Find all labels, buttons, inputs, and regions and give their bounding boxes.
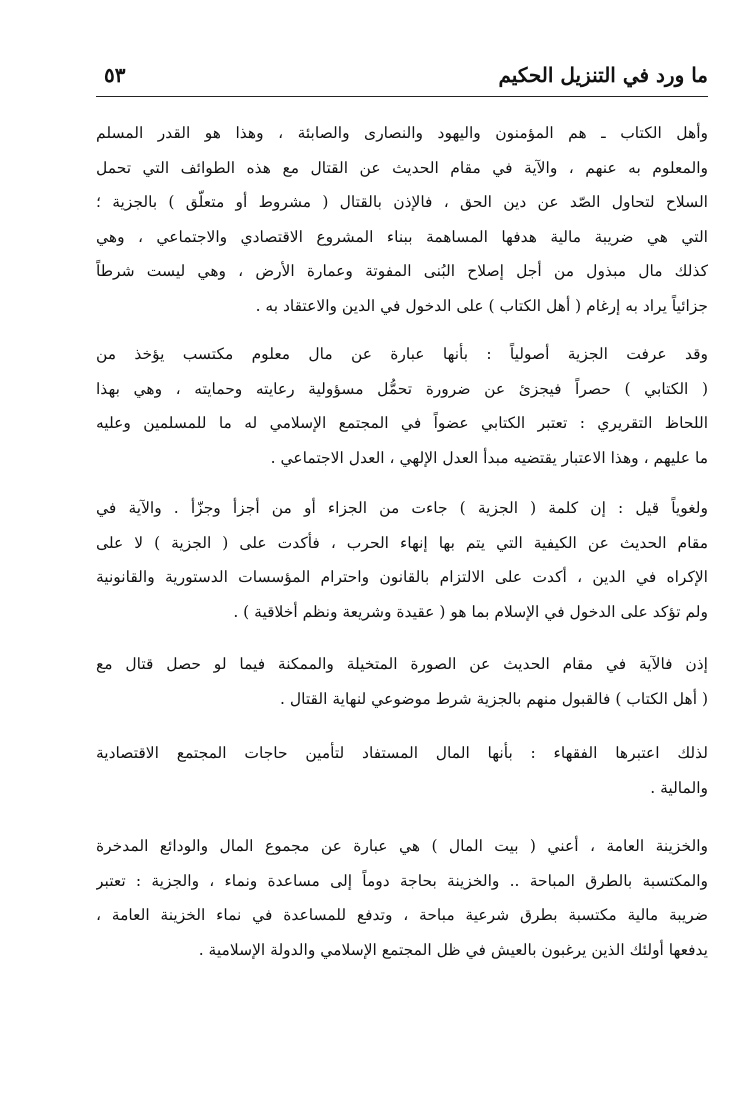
paragraph	[96, 647, 708, 716]
text-line: ضريبة مالية مكتسبة بطرق شرعية مباحة ، وتدفع للمساعدة في نماء الخزينة العامة ،	[96, 906, 708, 924]
text-line: وقد عرفت الجزية أصولياً : بأنها عبارة عن مال معلوم مكتسب يؤخذ من	[96, 345, 708, 363]
text-line: كذلك مال مبذول من أجل إصلاح البُنى المفوتة وعمارة الأرض ، وهي ليست شرطاً	[96, 262, 708, 280]
running-header	[96, 60, 708, 100]
text-line: جزائياً يراد به إرغام ( أهل الكتاب ) على الدخول في الدين والاعتقاد به .	[255, 296, 708, 315]
text-line: وأهل الكتاب ـ هم المؤمنون واليهود والنصارى والصابئة ، وهذا هو القدر المسلم	[96, 124, 708, 142]
text-line: والمكتسبة بالطرق المباحة .. والخزينة بحاجة دوماً إلى مساعدة ونماء ، والجزية : تعتبر	[96, 871, 708, 890]
text-line: الإكراه في الدين ، أكدت على الالتزام بالقانون واحترام المؤسسات الدستورية والقانونية	[96, 568, 708, 586]
text-line: التي هي ضريبة مالية هدفها المساهمة ببناء المشروع الاقتصادي والاجتماعي ، وهي	[96, 227, 708, 246]
text-line: ما عليهم ، وهذا الاعتبار يقتضيه مبدأ العدل الإلهي ، العدل الاجتماعي .	[270, 448, 708, 467]
text-line: مقام الحديث عن الكيفية التي يتم بها إنهاء الحرب ، فأكدت على ( الجزية ) لا على	[96, 533, 708, 552]
text-line: ولم تؤكد على الدخول في الإسلام بما هو ( عقيدة وشريعة ونظم أخلاقية ) .	[233, 602, 708, 621]
text-line: إذن فالآية في مقام الحديث عن الصورة المتخيلة والممكنة فيما لو حصل قتال مع	[96, 655, 708, 673]
header-title: ما ورد في التنزيل الحكيم	[498, 63, 708, 87]
text-line: والخزينة العامة ، أعني ( بيت المال ) هي عبارة عن مجموع المال والودائع المدخرة	[96, 837, 708, 855]
text-line: اللحاظ التقريري : تعتبر الكتابي عضواً في المجتمع الإسلامي له ما للمسلمين وعليه	[96, 414, 708, 432]
paragraph	[96, 829, 708, 967]
page-number: ٥٣	[104, 63, 126, 87]
text-line: ولغوياً قيل : إن كلمة ( الجزية ) جاءت من الجزاء أو من أجزأ وجزّأ . والآية في	[96, 499, 708, 517]
header-divider	[96, 96, 708, 97]
paragraph	[96, 337, 708, 475]
body-text	[96, 116, 708, 981]
text-line: ( أهل الكتاب ) فالقبول منهم بالجزية شرط موضوعي لنهاية القتال .	[280, 689, 708, 708]
text-line: والمعلوم به عنهم ، والآية في مقام الحديث عن القتال مع هذه الطوائف التي تحمل	[96, 158, 708, 177]
text-line: السلاح لتحاول الصّد عن دين الحق ، فالإذن بالقتال ( مشروط أو متعلّق ) بالجزية ؛	[96, 193, 708, 211]
text-line: والمالية .	[650, 778, 708, 797]
paragraph	[96, 491, 708, 629]
text-line: لذلك اعتبرها الفقهاء : بأنها المال المستفاد لتأمين حاجات المجتمع الاقتصادية	[96, 744, 708, 762]
text-line: يدفعها أولئك الذين يرغبون بالعيش في ظل المجتمع الإسلامي والدولة الإسلامية .	[198, 940, 708, 959]
paragraph	[96, 116, 708, 323]
text-line: ( الكتابي ) حصراً فيجزئ عن ضرورة تحمُّل مسؤولية رعايته وحمايته ، وهي بهذا	[96, 379, 708, 398]
paragraph	[96, 736, 708, 805]
